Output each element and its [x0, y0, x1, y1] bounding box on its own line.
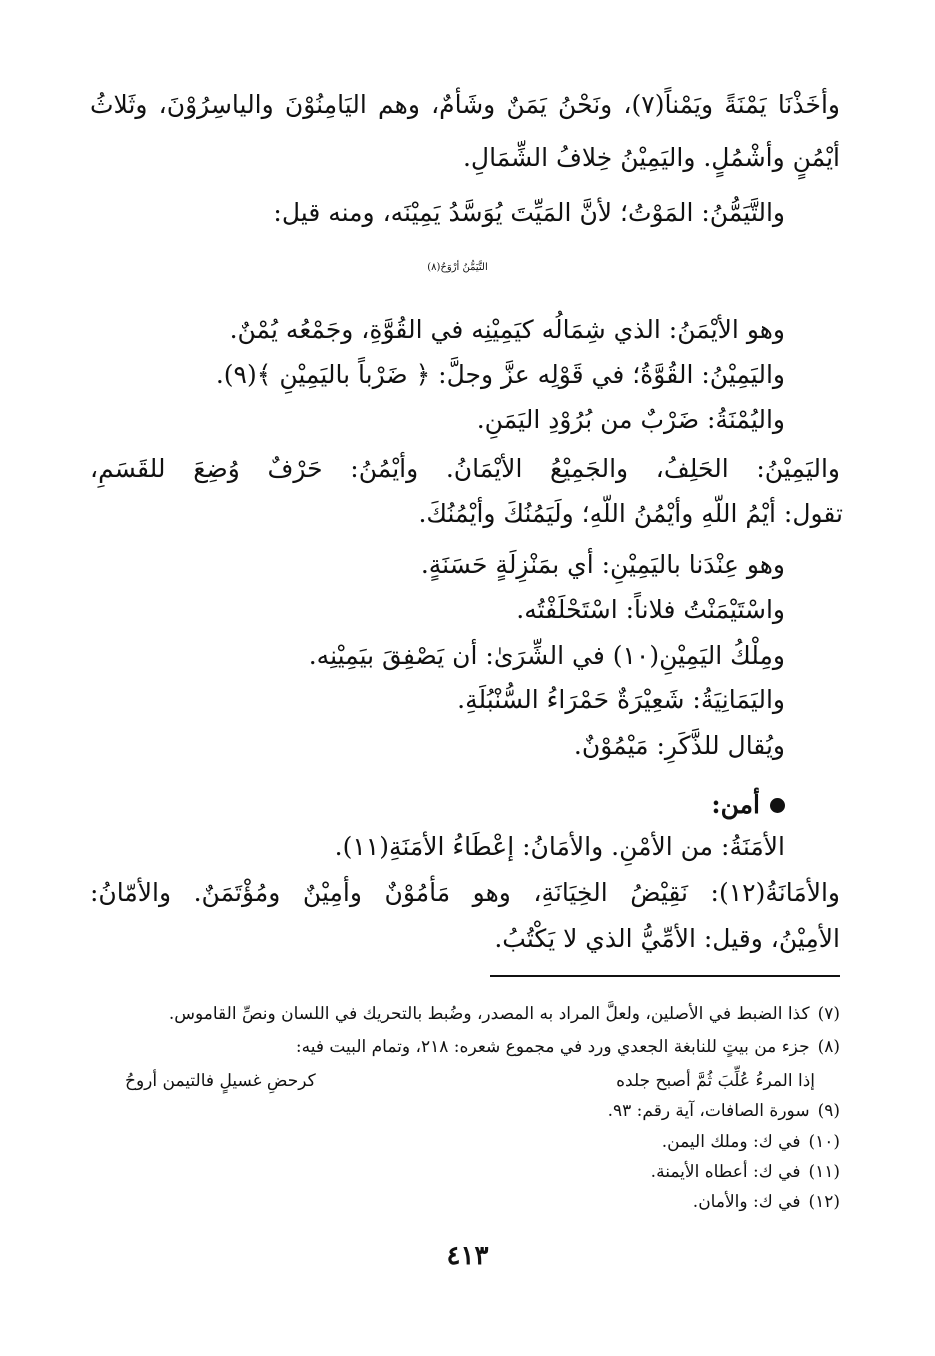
footnote-10 [662, 1128, 840, 1156]
text-line-5: وهو الأيْمَنُ: الذي شِمَالُه كيَمِيْنِه في القُوَّةِ، وجَمْعُه يُمْنٌ. [229, 315, 785, 344]
footnote-11 [651, 1158, 840, 1186]
text-line-2: أيْمُنٍ وأشْمُلٍ. واليَمِيْنُ خِلافُ الشِّمَالِ. [462, 143, 840, 172]
verse-second-hemistich: كرحضِ غسيلٍ فالتيمن أروحُ [125, 1071, 316, 1091]
footnote-text: جزء من بيتٍ للنابغة الجعدي ورد في مجموع شعره: ٢١٨، وتمام البيت فيه: [295, 1037, 810, 1057]
footnote-9 [608, 1097, 840, 1125]
text-line-8: واليَمِيْنُ: الحَلِفُ، والجَمِيْعُ الأيْمَانُ. وأيْمُنُ: حَرْفٌ وُضِعَ للقَسَمِ، [90, 454, 840, 483]
text-line-6: واليَمِيْنُ: القُوَّةُ؛ في قَوْلِه عزَّ وجلَّ: ﴿ ضَرْباً باليَمِيْنِ ﴾(٩). [215, 360, 785, 389]
entry-heading-label: أمن: [711, 790, 760, 819]
footnote-text: في ك: وملك اليمن. [661, 1132, 801, 1152]
text-line-1: وأخَذْنَا يَمْنَةً ويَمْناً(٧)، ونَحْنُ يَمَنٌ وشَأمٌ، وهم اليَامِنُوْنَ والياسِرُوْنَ، وثَلاثُ [90, 90, 840, 119]
bullet-icon [770, 798, 785, 813]
entry-heading [711, 785, 785, 825]
footnote-text: كذا الضبط في الأصلين، ولعلَّ المراد به المصدر، وضُبط بالتحريك في اللسان ونصِّ القاموس. [168, 1004, 810, 1024]
footnote-text: في ك: والأمان. [692, 1192, 801, 1212]
text-line-15: الأمَنَةُ: من الأمْنِ. والأمَانُ: إعْطَاءُ الأمَنَةِ(١١). [334, 832, 785, 861]
text-line-12: ومِلْكُ اليَمِيْنِ(١٠) في الشِّرَىٰ: أن يَصْفِقَ بيَمِيْنِه. [308, 641, 785, 670]
footnote-number: (٨) [817, 1037, 840, 1057]
text-line-13: واليَمَانِيَةُ: شَعِيْرَةٌ حَمْرَاءُ السُّنْبُلَةِ. [457, 685, 785, 714]
footnote-text: سورة الصافات، آية رقم: ٩٣. [607, 1101, 810, 1121]
footnote-number: (١٠) [808, 1132, 840, 1152]
text-line-7: واليُمْنَةُ: ضَرْبٌ من بُرُوْدِ اليَمَنِ. [476, 405, 785, 434]
footnote-number: (١١) [808, 1162, 840, 1182]
footnote-8 [296, 1033, 840, 1061]
footnote-divider [490, 975, 840, 977]
text-line-14: ويُقال للذَّكَرِ: مَيْمُوْنٌ. [573, 731, 785, 760]
text-line-17: الأمِيْنُ، وقيل: الأمِّيُّ الذي لا يَكْتُبُ. [494, 924, 840, 953]
text-line-3: والتَّيَمُّنُ: المَوْتُ؛ لأنَّ المَيِّتَ يُوَسَّدُ يَمِيْنَه، ومنه قيل: [273, 198, 785, 227]
text-line-10: وهو عِنْدَنا باليَمِيْنِ: أي بمَنْزِلَةٍ حَسَنَةٍ. [420, 550, 785, 579]
text-line-11: واسْتَيْمَنْتُ فلاناً: اسْتَحْلَفْتُه. [516, 595, 785, 624]
verse-first-hemistich: إذا المرءُ عُلِّبَ ثُمَّ أصبح جلده [616, 1071, 815, 1091]
footnote-12 [693, 1188, 840, 1216]
text-line-9: تقول: أيْمُ اللّهِ وأيْمُنُ اللّهِ؛ ولَيَمُنُكَ وأيْمُنُكَ. [418, 499, 843, 528]
footnote-text: في ك: أعطاه الأيمنة. [650, 1162, 801, 1182]
footnote-verse [125, 1067, 815, 1095]
page-number: ٤١٣ [446, 1241, 489, 1271]
verse-fragment: التَّيَمُّنُ أرْوَحُ(٨) [427, 262, 488, 273]
footnote-7 [169, 1000, 840, 1028]
footnote-number: (٧) [817, 1004, 840, 1024]
footnote-number: (١٢) [808, 1192, 840, 1212]
footnote-number: (٩) [817, 1101, 840, 1121]
text-line-16: والأمَانَةُ(١٢): نَقِيْضُ الخِيَانَةِ، وهو مَأمُوْنٌ وأمِيْنٌ ومُؤْتَمَنٌ. والأمّانُ: [90, 878, 840, 907]
